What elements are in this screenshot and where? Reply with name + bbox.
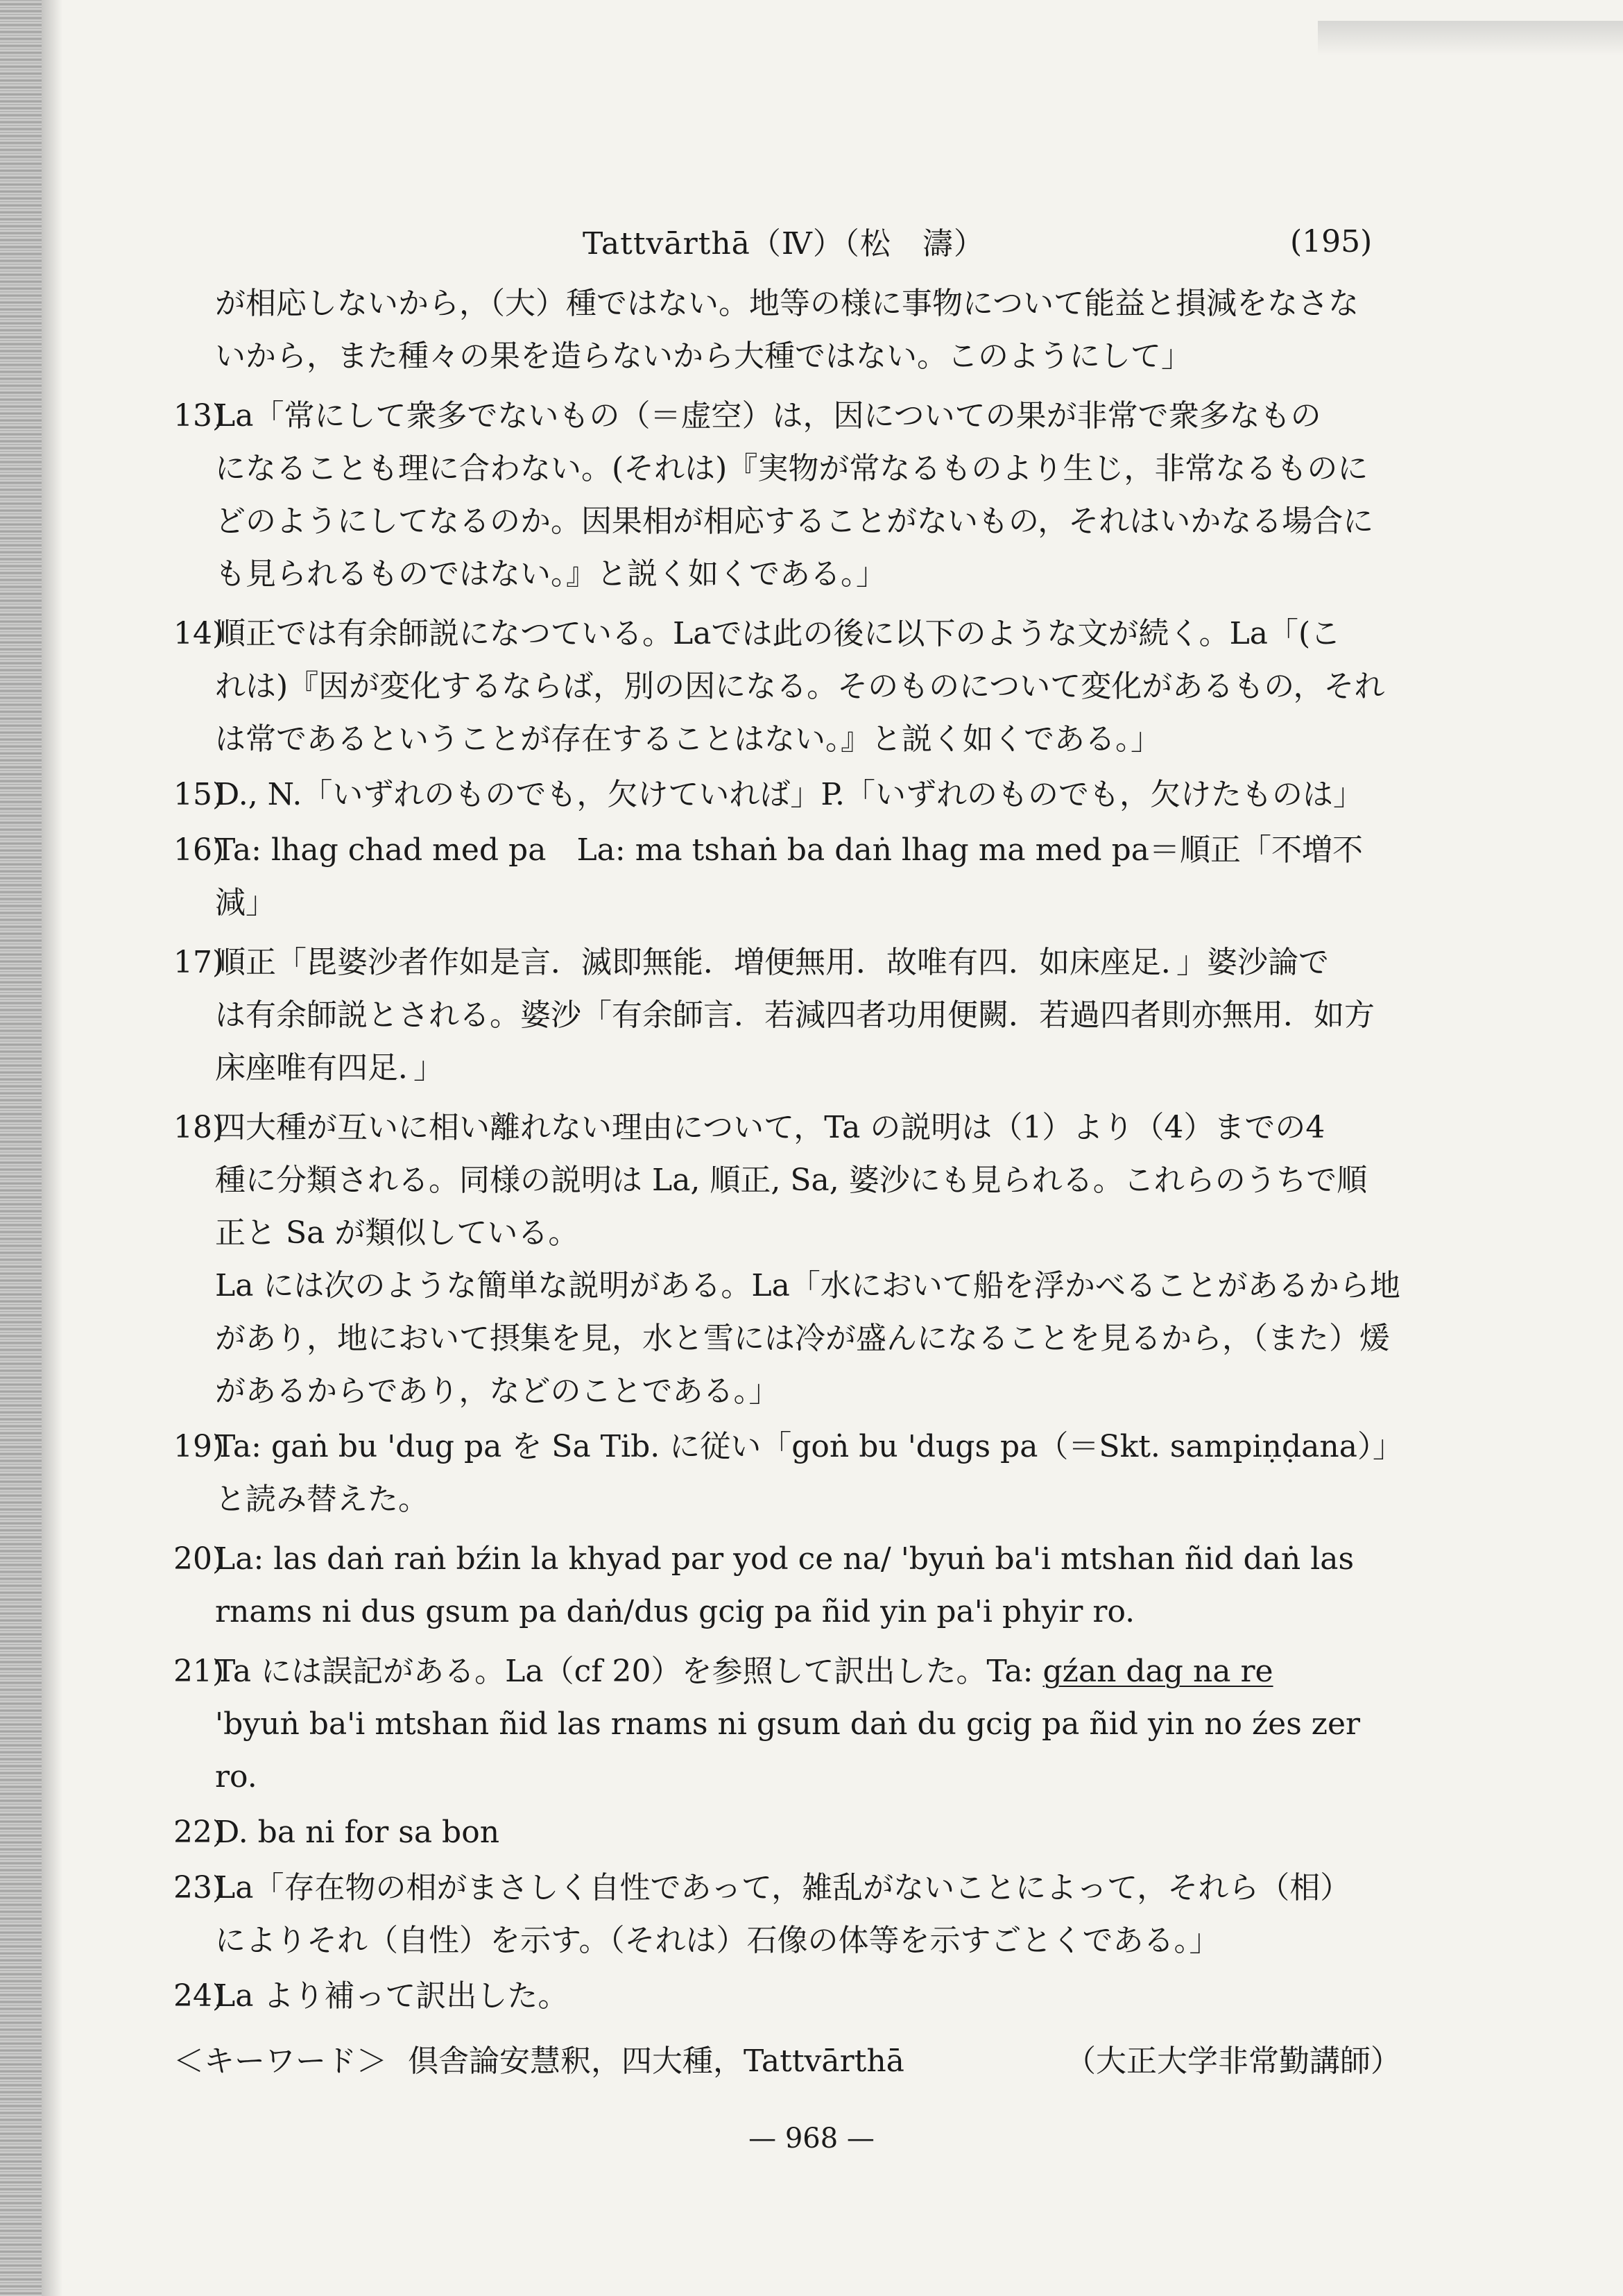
note-number: 21) [173, 1654, 225, 1689]
note-line: D. ba ni for sa bon [215, 1815, 500, 1850]
note-line: Ta: gaṅ bu 'dug pa を Sa Tib. に従い「goṅ bu 'dugs pa（＝Skt. sampiṇḍana）」 [215, 1429, 1403, 1464]
note-23 [173, 1862, 1408, 1967]
note-line: rnams ni dus gsum pa daṅ/dus gcig pa ñid yin pa'i phyir ro. [215, 1594, 1135, 1629]
note-line: があるからであり，などのことである。」 [215, 1373, 780, 1409]
note-number: 17) [173, 945, 225, 980]
note-number: 22) [173, 1815, 225, 1850]
note-number: 16) [173, 832, 225, 868]
keywords-label: ＜キーワード＞ [173, 2044, 387, 2079]
note-line: 四大種が互いに相い離れない理由について，Ta の説明は（1）より（4）までの4 [215, 1110, 1325, 1145]
note-line: になることも理に合わない。(それは)『実物が常なるものより生じ，非常なるものに [215, 451, 1368, 486]
note-13 [173, 390, 1408, 601]
note-19 [173, 1421, 1408, 1526]
note-18 [173, 1102, 1408, 1418]
note-line: La には次のような簡単な説明がある。La「水において船を浮かべることがあるから地 [215, 1268, 1400, 1303]
note-number: 23) [173, 1870, 225, 1905]
note-21 [173, 1645, 1408, 1804]
note-line: があり，地において摂集を見，水と雪には冷が盛んになることを見るから，（また）煖 [215, 1321, 1390, 1356]
note-line: によりそれ（自性）を示す。（それは）石像の体等を示すごとくである。」 [215, 1923, 1220, 1958]
note-line: 床座唯有四足．」 [215, 1050, 444, 1086]
footer-page-number: — 968 — [748, 2123, 875, 2154]
note-line: La「存在物の相がまさしく自性であって，雑乱がないことによって，それら（相） [215, 1870, 1351, 1905]
note-line: Ta: lhag chad med pa La: ma tshaṅ ba daṅ lhag ma med pa＝順正「不増不 [215, 832, 1363, 868]
note-line: D., N.「いずれのものでも，欠けていれば」P.「いずれのものでも，欠けたものは」 [215, 777, 1364, 812]
keywords-line [173, 2035, 1408, 2088]
note-line: 順正では有余師説になつている。Laでは此の後に以下のような文が続く。La「(こ [215, 616, 1341, 651]
note-22 [173, 1806, 1408, 1859]
note-20 [173, 1533, 1408, 1638]
intro-line: いから，また種々の果を造らないから大種ではない。このようにして」 [215, 339, 1192, 374]
note-14 [173, 608, 1408, 766]
note-line: 種に分類される。同様の説明は La, 順正, Sa, 婆沙にも見られる。これらのうちで順 [215, 1163, 1368, 1198]
notes-body [173, 277, 1408, 2088]
note-line: は有余師説とされる。婆沙「有余師言．若減四者功用便闕．若過四者則亦無用．如方 [215, 997, 1375, 1033]
note-line: Ta には誤記がある。La（cf 20）を参照して訳出した。Ta: [215, 1654, 1043, 1689]
note-number: 14) [173, 616, 225, 651]
intro-line: が相応しないから，（大）種ではない。地等の様に事物について能益と損減をなさな [215, 286, 1359, 321]
note-line: 正と Sa が類似している。 [215, 1215, 579, 1251]
note-line: La「常にして衆多でないもの（＝虚空）は，因についての果が非常で衆多なもの [215, 398, 1321, 434]
header-page-number: (195) [1290, 224, 1373, 259]
note-line: 'byuṅ ba'i mtshan ñid las rnams ni gsum daṅ du gcig pa ñid yin no źes zer ro. [215, 1706, 1361, 1794]
scan-smudge [1318, 21, 1623, 55]
note-line: は常であるということが存在することはない。』と説く如くである。」 [215, 721, 1161, 757]
note-16 [173, 824, 1408, 929]
scan-shadow [42, 0, 62, 2296]
note-number: 15) [173, 777, 225, 812]
underlined-tibetan: gźan dag na re [1042, 1654, 1273, 1689]
note-line: と読み替えた。 [215, 1482, 429, 1517]
scan-edge [0, 0, 42, 2296]
note-line: La より補って訳出した。 [215, 1978, 569, 2014]
note-line: La: las daṅ raṅ bźin la khyad par yod ce na/ 'byuṅ ba'i mtshan ñid daṅ las [215, 1541, 1355, 1577]
note-17 [173, 936, 1408, 1095]
keywords-terms: 倶舎論安慧釈，四大種，Tattvārthā [408, 2044, 904, 2079]
note-number: 18) [173, 1110, 225, 1145]
note-line: 順正「毘婆沙者作如是言．滅即無能．増便無用．故唯有四．如床座足．」婆沙論で [215, 945, 1329, 980]
author-affiliation: （大正大学非常勤講師） [1065, 2044, 1401, 2079]
note-number: 20) [173, 1541, 225, 1577]
note-line: どのようにしてなるのか。因果相が相応することがないもの，それはいかなる場合に [215, 504, 1374, 539]
note-number: 24) [173, 1978, 225, 2014]
note-24 [173, 1970, 1408, 2023]
note-line: も見られるものではない。』と説く如くである。」 [215, 556, 886, 592]
note-number: 19) [173, 1429, 225, 1464]
note-line: 減」 [215, 885, 276, 920]
page-header [0, 219, 1623, 267]
note-number: 13) [173, 398, 225, 434]
note-15 [173, 769, 1408, 821]
note-line: れは)『因が変化するならば，別の因になる。そのものについて変化があるもの，それ [215, 669, 1385, 704]
running-title: Tattvārthā（Ⅳ）（松 濤） [583, 226, 985, 262]
